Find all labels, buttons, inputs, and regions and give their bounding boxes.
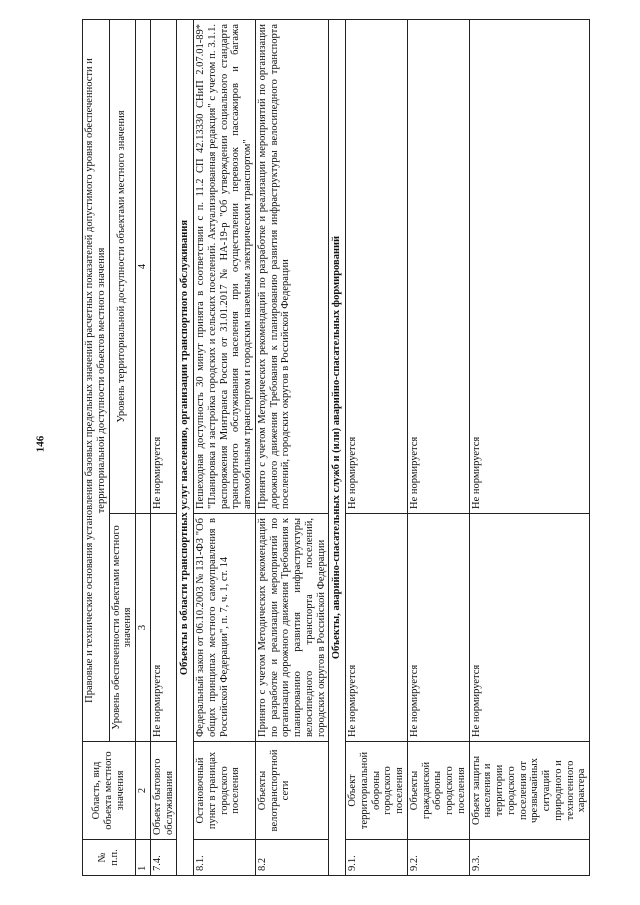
row-supply: Федеральный закон от 06.10.2003 № 131-ФЗ "Об общих принципах местного самоуправления в Российской Федерации", п. 7, ч. 1, ст. 14 [194, 514, 256, 742]
row-number: 9.2. [407, 840, 469, 876]
header-index-2: 2 [136, 742, 151, 840]
table-header [83, 20, 151, 876]
row-supply: Не нормируется [346, 514, 408, 742]
header-index-4: 4 [136, 20, 151, 514]
header-col-supply: Уровень обеспеченности объектами местного значения [109, 514, 136, 742]
row-area: Объекты гражданской обороны городского поселения [407, 742, 469, 840]
row-area: Объекты велотранспортной сети [255, 742, 329, 840]
row-access: Не нормируется [407, 20, 469, 514]
header-col-number: № п.п. [83, 840, 136, 876]
norms-table [82, 19, 590, 876]
row-number: 7.4. [150, 840, 177, 876]
row-area: Объект территориальной обороны городского поселения [346, 742, 408, 840]
row-supply: Не нормируется [469, 514, 590, 742]
header-index-1: 1 [136, 840, 151, 876]
row-supply: Не нормируется [150, 514, 177, 742]
row-area: Объект бытового обслуживания [150, 742, 177, 840]
page-number: 146 [34, 435, 47, 453]
row-number: 8.2 [255, 840, 329, 876]
section-row [177, 20, 194, 876]
header-group-basis: Правовые и технические основания установления базовых предельных значений расчетных показателей допустимого уровня обеспеченности и территориальной доступности объектов местного значения [83, 20, 110, 742]
table-row [346, 20, 408, 876]
section-title-rescue: Объекты, аварийно-спасательных служб и (или) аварийно-спасательных формирований [329, 20, 346, 876]
row-supply: Принято с учетом Методических рекомендаций по разработке и реализации мероприятий по организации дорожного движения Требования к планированию развития инфраструктуры велосипедного транспорта поселений, городских округов в Российской Федерации [255, 514, 329, 742]
header-col-access: Уровень территориальной доступности объектами местного значения [109, 20, 136, 514]
row-access: Пешеходная доступность 30 минут принята в соответствии с п. 11.2 СП 42.13330 СНиП 2.07.01-89* "Планировка и застройка городских и сельских поселений. Актуализированная редакция" с учетом п. 3.1.1. распоряжения Минтранса России от 31.01.2017 № НА-19-р "Об утверждении социального стандарта транспортного обслуживания населения при осуществлении перевозок пассажиров и багажа автомобильным транспортом и городским наземным электрическим транспортом" [194, 20, 256, 514]
row-number: 8.1. [194, 840, 256, 876]
row-access: Не нормируется [469, 20, 590, 514]
section-title-transport: Объекты в области транспортных услуг населению, организации транспортного обслуживания [177, 20, 194, 876]
table-row [255, 20, 329, 876]
row-number: 9.3. [469, 840, 590, 876]
row-area: Остановочный пункт в границах городского поселения [194, 742, 256, 840]
section-row [329, 20, 346, 876]
row-access: Принято с учетом Методических рекомендаций по разработке и реализации мероприятий по организации дорожного движения Требования к планированию развития инфраструктуры велосипедного транспорта поселений, городских округов в Российской Федерации [255, 20, 329, 514]
table-row [194, 20, 256, 876]
rotated-page [82, 20, 598, 876]
table-body [150, 20, 589, 876]
table-row [469, 20, 590, 876]
table-row [407, 20, 469, 876]
row-area: Объект защиты населения и территории городского поселения от чрезвычайных ситуаций природного и техногенного характера [469, 742, 590, 840]
row-number: 9.1. [346, 840, 408, 876]
row-supply: Не нормируется [407, 514, 469, 742]
header-index-3: 3 [136, 514, 151, 742]
row-access: Не нормируется [346, 20, 408, 514]
header-col-area: Область, вид объекта местного значения [83, 742, 136, 840]
table-row [150, 20, 177, 876]
row-access: Не нормируется [150, 20, 177, 514]
